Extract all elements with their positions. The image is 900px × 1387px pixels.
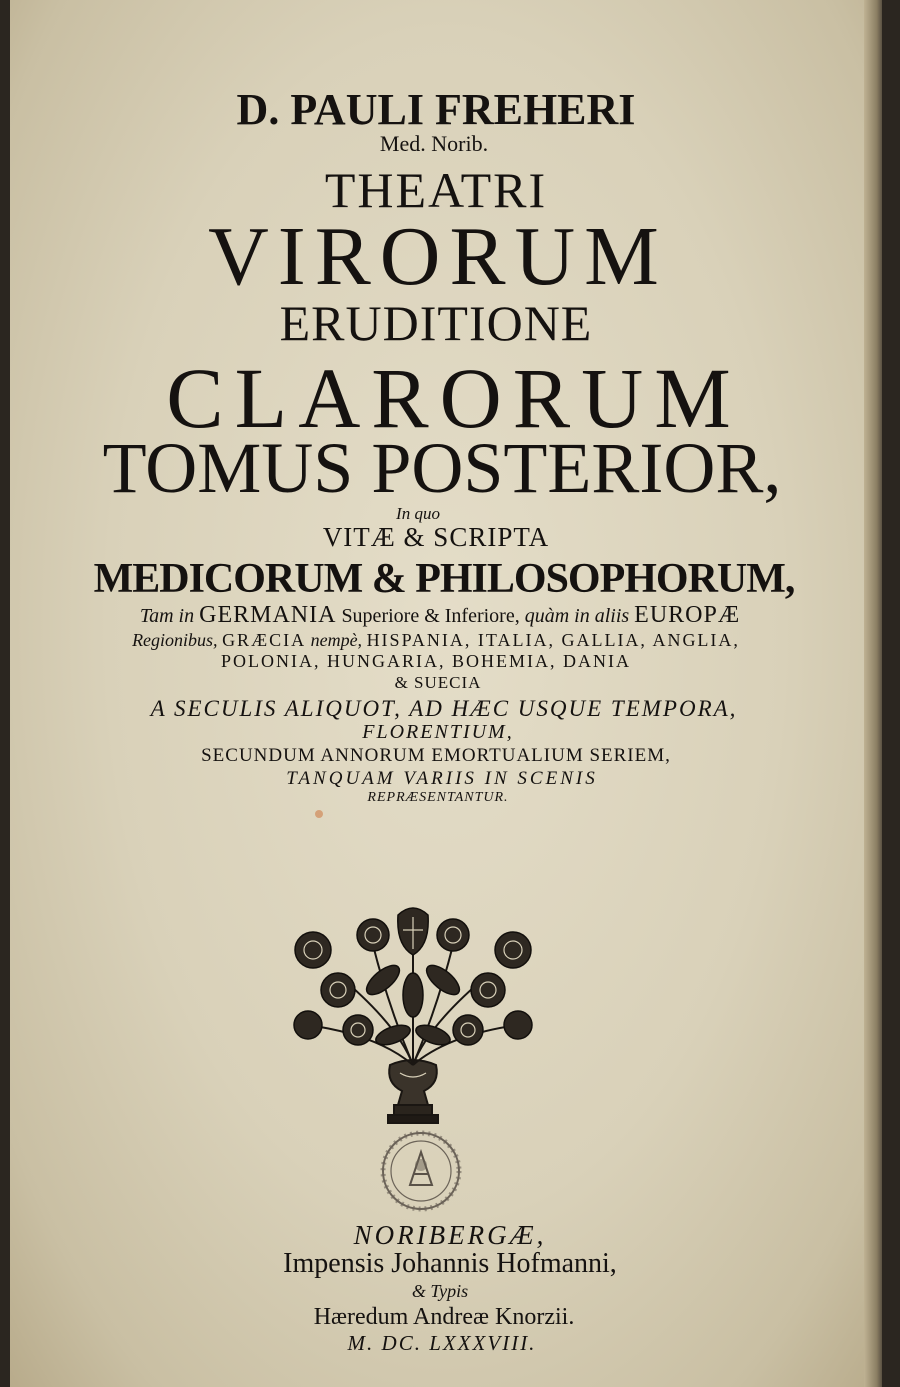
line-florentium: FLORENTIUM,	[362, 721, 514, 743]
line-tanquam: TANQUAM VARIIS IN SCENIS	[286, 768, 598, 789]
imprint-city: NORIBERGÆ,	[353, 1220, 547, 1250]
superiore-inferiore: Superiore & Inferiore,	[341, 605, 520, 627]
title-tomus-posterior: TOMUS POSTERIOR,	[102, 428, 782, 508]
title-theatri: THEATRI	[324, 162, 548, 218]
imprint-impensis: Impensis Johannis Hofmanni,	[283, 1248, 617, 1279]
country-list-1: HISPANIA, ITALIA, GALLIA, ANGLIA,	[366, 630, 740, 650]
europae: EUROPÆ	[634, 602, 741, 628]
ink-smudge	[315, 810, 323, 818]
nempe: nempè,	[310, 630, 363, 650]
line-seculis: A SECULIS ALIQUOT, AD HÆC USQUE TEMPORA,	[150, 696, 738, 721]
imprint-haeredum: Hæredum Andreæ Knorzii.	[313, 1304, 575, 1330]
title-eruditione: ERUDITIONE	[279, 295, 593, 351]
in-quo: In quo	[396, 504, 440, 523]
line-suecia: & SUECIA	[394, 673, 482, 692]
imprint-year: M. DC. LXXXVIII.	[347, 1331, 537, 1355]
title-clarorum: CLARORUM	[166, 350, 742, 446]
title-page	[10, 0, 882, 1387]
germania: GERMANIA	[199, 602, 337, 628]
regionibus: Regionibus,	[132, 630, 218, 650]
graecia: GRÆCIA	[222, 630, 307, 650]
author-note: Med. Norib.	[379, 131, 489, 156]
quam-in-aliis: quàm in aliis	[524, 605, 630, 627]
line-repraesentantur: REPRÆSENTANTUR.	[367, 790, 509, 805]
medicorum-philosophorum: MEDICORUM & PHILOSOPHORUM,	[93, 556, 795, 602]
imprint-typis: & Typis	[411, 1281, 469, 1301]
library-stamp	[380, 1130, 462, 1212]
author-name: D. PAULI FREHERI	[236, 85, 636, 134]
title-virorum: VIRORUM	[208, 210, 668, 303]
tam-in: Tam in	[139, 605, 195, 627]
vitae-scripta: VITÆ & SCRIPTA	[322, 522, 550, 552]
line-secundum: SECUNDUM ANNORUM EMORTUALIUM SERIEM,	[201, 745, 671, 766]
flower-vase-ornament	[278, 905, 548, 1125]
line-polonia: POLONIA, HUNGARIA, BOHEMIA, DANIA	[221, 651, 631, 671]
line-tam-in	[10, 603, 876, 627]
line-regionibus	[10, 631, 872, 649]
